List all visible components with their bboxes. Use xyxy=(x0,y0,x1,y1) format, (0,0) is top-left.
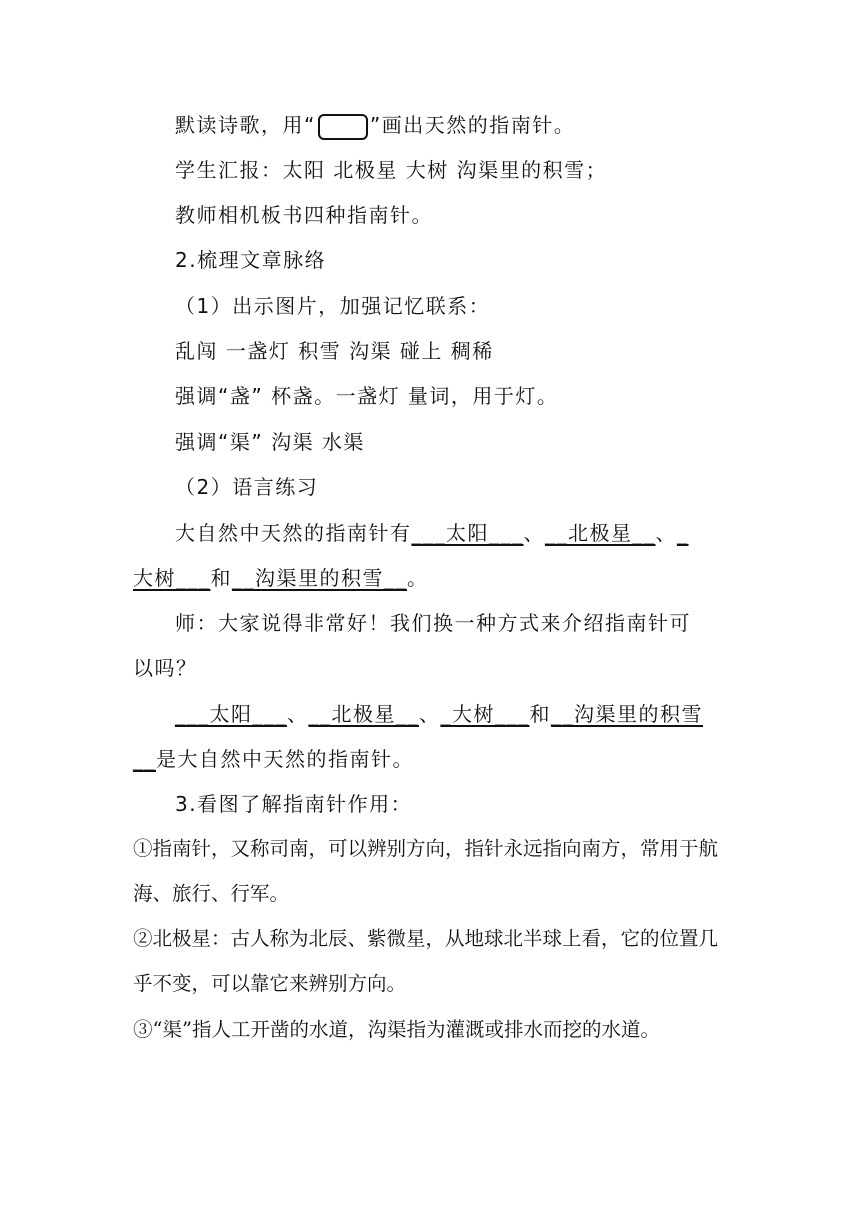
emphasis-qu-line: 强调“渠” 沟渠 水渠 xyxy=(175,430,365,454)
fill-blank-text: 、 xyxy=(523,521,545,545)
section-heading-3: 3.看图了解指南针作用： xyxy=(175,792,413,816)
note-polaris-line-1: ②北极星：古人称为北辰、紫微星，从地球北半球上看，它的位置几 xyxy=(133,927,719,950)
section-heading-2: 2.梳理文章脉络 xyxy=(175,248,327,272)
blank-answer: __北极星__ xyxy=(545,521,656,545)
teacher-prompt-line-2: 以吗？ xyxy=(133,656,198,680)
fill-blank-text: 和 xyxy=(210,566,232,590)
subsection-2-heading: （2）语言练习 xyxy=(175,475,319,499)
fill-blank-text: 、 xyxy=(655,521,677,545)
blank-answer: __ xyxy=(133,747,156,771)
note-compass-line-2: 海、旅行、行军。 xyxy=(133,882,290,905)
blank-answer: ___太阳___ xyxy=(411,521,524,545)
instruction-text-after: ”画出天然的指南针。 xyxy=(369,113,576,137)
teacher-prompt-line-1: 师：大家说得非常好！我们换一种方式来介绍指南针可 xyxy=(175,611,691,635)
blank-answer: ___太阳___ xyxy=(175,702,287,726)
instruction-line xyxy=(175,112,575,140)
note-ditch-line: ③“渠”指人工开凿的水道，沟渠指为灌溉或排水而挖的水道。 xyxy=(133,1018,660,1041)
blank-answer: __沟渠里的积雪 xyxy=(551,702,703,726)
fill-blank-line-1 xyxy=(175,520,689,546)
teacher-note-line: 教师相机板书四种指南针。 xyxy=(175,203,433,227)
blank-answer: _ xyxy=(677,521,689,545)
vocab-words-line: 乱闯 一盏灯 积雪 沟渠 碰上 稠稀 xyxy=(175,339,494,363)
instruction-text-before: 默读诗歌，用“ xyxy=(175,113,316,137)
blank-answer: __北极星__ xyxy=(308,702,419,726)
fill-blank-text: 大自然中天然的指南针有 xyxy=(175,521,412,545)
note-compass-line-1: ①指南针，又称司南，可以辨别方向，指针永远指向南方，常用于航 xyxy=(133,837,719,860)
fill-blank-line-3 xyxy=(175,701,703,727)
subsection-1-heading: （1）出示图片，加强记忆联系： xyxy=(175,294,491,318)
fill-blank-line-2 xyxy=(133,565,429,591)
student-report-line: 学生汇报：太阳 北极星 大树 沟渠里的积雪； xyxy=(175,158,608,182)
note-polaris-line-2: 乎不变，可以靠它来辨别方向。 xyxy=(133,972,407,995)
fill-blank-text: 、 xyxy=(419,702,441,726)
rounded-box-symbol xyxy=(318,114,368,140)
fill-blank-text: 和 xyxy=(529,702,551,726)
fill-blank-text: 、 xyxy=(287,702,309,726)
fill-blank-line-4 xyxy=(133,746,414,772)
fill-blank-text: 是大自然中天然的指南针。 xyxy=(156,747,414,771)
fill-blank-text: 。 xyxy=(407,566,429,590)
blank-answer: 大树___ xyxy=(133,566,211,590)
blank-answer: __沟渠里的积雪__ xyxy=(232,566,407,590)
blank-answer: _大树___ xyxy=(440,702,530,726)
emphasis-zhan-line: 强调“盏” 杯盏。一盏灯 量词，用于灯。 xyxy=(175,384,559,408)
